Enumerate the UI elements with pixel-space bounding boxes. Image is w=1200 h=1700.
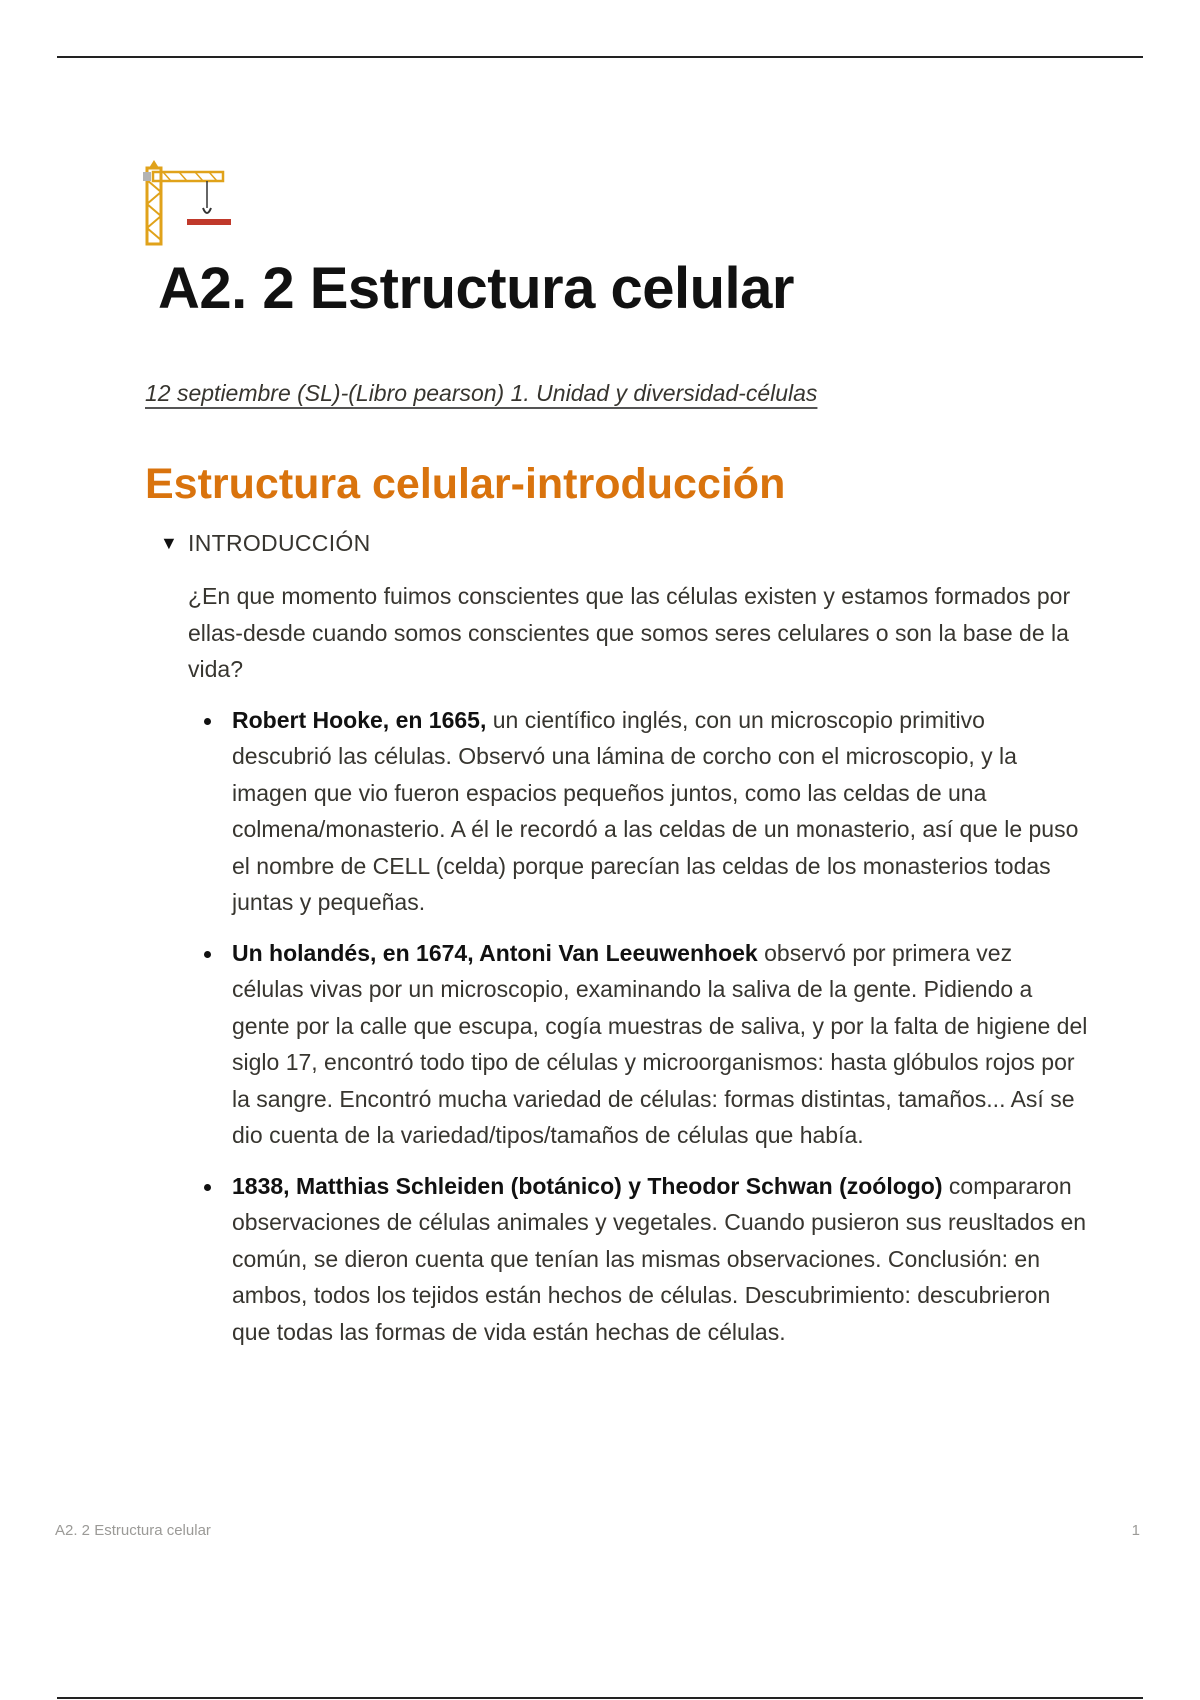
subtitle-link[interactable]: 12 septiembre (SL)-(Libro pearson) 1. Unidad y diversidad-células (145, 380, 818, 406)
bullet-item-leeuwenhoek (188, 935, 1088, 1154)
bottom-rule (57, 1697, 1143, 1699)
bullet-text: compararon observaciones de células animales y vegetales. Cuando pusieron sus reusltados en común, se dieron cuenta que tenían las mismas observaciones. Conclusión: en ambos, todos los tejidos están hechos de células. Descubrimiento: descubrieron que todas las formas de vida están hechas de células. (232, 1172, 1087, 1345)
bullet-bold: 1838, Matthias Schleiden (botánico) y Theodor Schwan (zoólogo) (232, 1172, 943, 1199)
toggle-arrow-icon[interactable]: ▼ (160, 533, 178, 553)
bullet-dot-icon (204, 951, 211, 958)
bullet-bold: Robert Hooke, en 1665, (232, 706, 487, 733)
footer-title: A2. 2 Estructura celular (55, 1522, 211, 1539)
bullet-text: un científico inglés, con un microscopio primitivo descubrió las células. Observó una lámina de corcho con el microscopio, y la imagen que vio fueron espacios pequeños juntos, como las celdas de una colmena/monasterio. A él le recordó a las celdas de un monasterio, así que le puso el nombre de CELL (celda) porque parecían las celdas de los monasterios todas juntas y pequeñas. (232, 706, 1079, 915)
section-heading: Estructura celular-introducción (145, 460, 786, 508)
bullet-bold: Un holandés, en 1674, Antoni Van Leeuwenhoek (232, 939, 758, 966)
page-title: A2. 2 Estructura celular (158, 256, 794, 321)
toggle-label: INTRODUCCIÓN (188, 530, 371, 556)
toggle-content (188, 578, 1088, 1364)
bullet-dot-icon (204, 1184, 211, 1191)
bullet-dot-icon (204, 718, 211, 725)
bullet-item-hooke (188, 702, 1088, 921)
bullet-item-schleiden-schwan (188, 1168, 1088, 1351)
intro-paragraph: ¿En que momento fuimos conscientes que las células existen y estamos formados por ellas-desde cuando somos conscientes que somos seres celulares o son la base de la vida? (188, 583, 1071, 682)
footer-page-number: 1 (1131, 1522, 1140, 1539)
construction-crane-icon (143, 160, 233, 246)
bullet-text: observó por primera vez células vivas por un microscopio, examinando la saliva de la gente. Pidiendo a gente por la calle que escupa, cogía muestras de saliva, y por la falta de higiene del siglo 17, encontró todo tipo de células y microorganismos: hasta glóbulos rojos por la sangre. Encontró mucha variedad de células: formas distintas, tamaños... Así se dio cuenta de la variedad/tipos/tamaños de células que había. (232, 939, 1088, 1148)
bullet-list (188, 702, 1088, 1351)
introduction-toggle[interactable] (160, 530, 370, 557)
top-rule (57, 56, 1143, 58)
